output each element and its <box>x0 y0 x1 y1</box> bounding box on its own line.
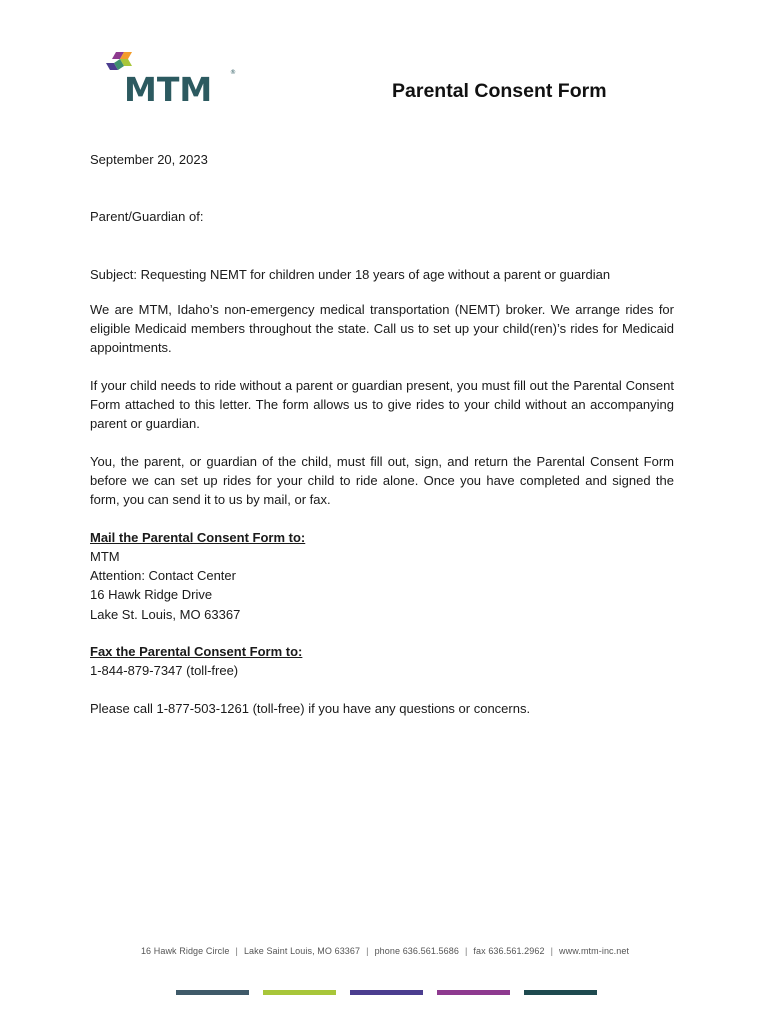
letter-body <box>90 150 674 718</box>
footer-color-bars <box>176 990 597 995</box>
logo-wordmark: MTM <box>124 70 213 108</box>
page-footer <box>0 946 770 956</box>
footer-separator: | <box>366 946 369 956</box>
footer-fax: fax 636.561.2962 <box>473 946 545 956</box>
letter-subject: Subject: Requesting NEMT for children under 18 years of age without a parent or guardian <box>90 266 611 282</box>
letter-date: September 20, 2023 <box>90 152 208 167</box>
color-bar-slate <box>176 990 249 995</box>
mtm-logo <box>102 48 242 108</box>
footer-address: 16 Hawk Ridge Circle <box>140 946 230 956</box>
footer-separator: | <box>550 946 554 956</box>
color-bar-purple <box>437 990 510 995</box>
paragraph: If your child needs to ride without a parent or guardian present, you must fill out the Parental Consent Form attached to this letter. The form allows us to give rides to your child without an accompanying parent or guardian. <box>90 377 674 432</box>
footer-separator: | <box>235 946 238 956</box>
footer-website: www.mtm-inc.net <box>559 946 630 956</box>
paragraph: You, the parent, or guardian of the child, must fill out, sign, and return the Parental Consent Form before we can set up rides for your child to ride alone. Once you have completed and signed the form, you can send it to us by mail, or fax. <box>90 453 674 508</box>
footer-phone: phone 636.561.5686 <box>374 946 459 956</box>
mail-line: Attention: Contact Center <box>90 568 236 584</box>
paragraph: We are MTM, Idaho’s non-emergency medical transportation (NEMT) broker. We arrange rides for eligible Medicaid members throughout the state. Call us to set up your child(ren)’s rides for Medicaid appointments. <box>90 301 674 356</box>
mail-line: 16 Hawk Ridge Drive <box>90 587 213 603</box>
footer-separator: | <box>464 946 468 956</box>
mail-section <box>90 528 674 624</box>
mail-line: MTM <box>90 548 120 564</box>
color-bar-lime <box>263 990 336 995</box>
page-title: Parental Consent Form <box>392 80 607 102</box>
fax-section <box>90 642 674 681</box>
color-bar-dark-teal <box>524 990 597 995</box>
closing-line: Please call 1-877-503-1261 (toll-free) if you have any questions or concerns. <box>90 700 531 716</box>
mail-line: Lake St. Louis, MO 63367 <box>90 606 241 622</box>
mail-heading: Mail the Parental Consent Form to: <box>90 529 306 545</box>
fax-heading: Fax the Parental Consent Form to: <box>90 644 303 660</box>
svg-text:®: ® <box>230 69 236 76</box>
letter-greeting: Parent/Guardian of: <box>90 209 204 225</box>
fax-number: 1-844-879-7347 (toll-free) <box>90 663 239 679</box>
color-bar-indigo <box>350 990 423 995</box>
footer-city: Lake Saint Louis, MO 63367 <box>243 946 361 956</box>
